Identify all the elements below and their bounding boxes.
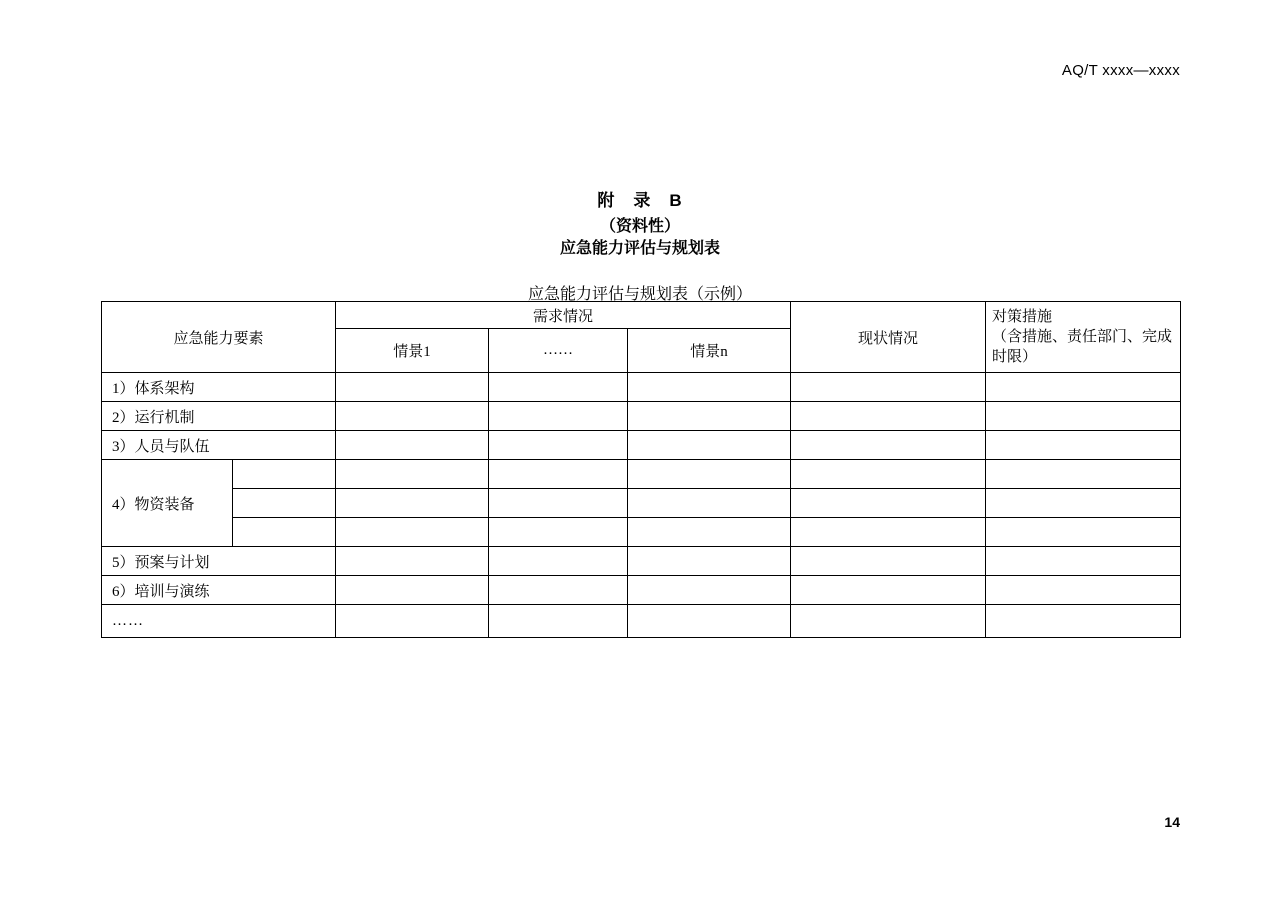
cell-countermeasures[interactable] xyxy=(986,547,1181,576)
cell-countermeasures[interactable] xyxy=(986,576,1181,605)
page-number: 14 xyxy=(1164,814,1180,830)
cell-scenario-mid[interactable] xyxy=(489,431,628,460)
table-row xyxy=(102,402,1181,431)
cell-scenario-n[interactable] xyxy=(628,518,791,547)
cell-countermeasures[interactable] xyxy=(986,402,1181,431)
cell-scenario-n[interactable] xyxy=(628,431,791,460)
cell-subitem[interactable] xyxy=(233,489,336,518)
cell-countermeasures[interactable] xyxy=(986,431,1181,460)
row-label-ellipsis: …… xyxy=(102,605,336,638)
header-countermeasures-line1: 对策措施 xyxy=(992,308,1053,325)
row-label-materials-equipment: 4）物资装备 xyxy=(102,460,233,547)
cell-scenario1[interactable] xyxy=(336,518,489,547)
cell-countermeasures[interactable] xyxy=(986,373,1181,402)
row-label-personnel-teams: 3）人员与队伍 xyxy=(102,431,336,460)
cell-current-status[interactable] xyxy=(791,576,986,605)
cell-scenario1[interactable] xyxy=(336,402,489,431)
header-scenario-ellipsis: …… xyxy=(489,329,628,373)
cell-scenario-n[interactable] xyxy=(628,373,791,402)
cell-countermeasures[interactable] xyxy=(986,518,1181,547)
cell-scenario1[interactable] xyxy=(336,460,489,489)
cell-scenario-mid[interactable] xyxy=(489,402,628,431)
annex-subtitle-informative: （资料性） xyxy=(599,218,680,235)
header-scenario-1: 情景1 xyxy=(336,329,489,373)
annex-title: 附 录 B xyxy=(597,191,683,210)
cell-scenario-n[interactable] xyxy=(628,489,791,518)
table-row xyxy=(102,605,1181,638)
cell-current-status[interactable] xyxy=(791,489,986,518)
header-countermeasures xyxy=(986,302,1181,373)
cell-scenario-mid[interactable] xyxy=(489,576,628,605)
header-countermeasures-line2: （含措施、责任部门、完成时限） xyxy=(992,328,1173,366)
cell-countermeasures[interactable] xyxy=(986,460,1181,489)
header-demand: 需求情况 xyxy=(336,302,791,329)
cell-scenario-n[interactable] xyxy=(628,402,791,431)
cell-scenario1[interactable] xyxy=(336,576,489,605)
cell-scenario-mid[interactable] xyxy=(489,460,628,489)
table-row xyxy=(102,373,1181,402)
cell-scenario1[interactable] xyxy=(336,373,489,402)
cell-scenario1[interactable] xyxy=(336,489,489,518)
cell-scenario-mid[interactable] xyxy=(489,373,628,402)
cell-current-status[interactable] xyxy=(791,605,986,638)
table-caption: 应急能力评估与规划表（示例） xyxy=(527,286,752,303)
capability-table-container xyxy=(101,301,1180,638)
cell-current-status[interactable] xyxy=(791,460,986,489)
cell-scenario-mid[interactable] xyxy=(489,518,628,547)
header-capability-element: 应急能力要素 xyxy=(102,302,336,373)
cell-current-status[interactable] xyxy=(791,373,986,402)
cell-scenario1[interactable] xyxy=(336,605,489,638)
cell-subitem[interactable] xyxy=(233,460,336,489)
annex-subtitle-name: 应急能力评估与规划表 xyxy=(559,240,720,257)
cell-scenario-n[interactable] xyxy=(628,576,791,605)
table-header-row-1 xyxy=(102,302,1181,329)
cell-subitem[interactable] xyxy=(233,518,336,547)
cell-scenario1[interactable] xyxy=(336,431,489,460)
cell-scenario-mid[interactable] xyxy=(489,547,628,576)
header-current-status: 现状情况 xyxy=(791,302,986,373)
cell-countermeasures[interactable] xyxy=(986,489,1181,518)
cell-scenario-n[interactable] xyxy=(628,460,791,489)
capability-assessment-table xyxy=(101,301,1181,638)
row-label-plans: 5）预案与计划 xyxy=(102,547,336,576)
cell-current-status[interactable] xyxy=(791,402,986,431)
cell-scenario1[interactable] xyxy=(336,547,489,576)
row-label-system-structure: 1）体系架构 xyxy=(102,373,336,402)
table-row xyxy=(102,576,1181,605)
row-label-operating-mechanism: 2）运行机制 xyxy=(102,402,336,431)
table-row xyxy=(102,460,1181,489)
cell-current-status[interactable] xyxy=(791,431,986,460)
cell-current-status[interactable] xyxy=(791,518,986,547)
cell-scenario-n[interactable] xyxy=(628,547,791,576)
standard-code-header: AQ/T xxxx—xxxx xyxy=(1061,62,1180,79)
cell-countermeasures[interactable] xyxy=(986,605,1181,638)
cell-scenario-mid[interactable] xyxy=(489,605,628,638)
table-row xyxy=(102,547,1181,576)
table-row xyxy=(102,431,1181,460)
table-row xyxy=(102,489,1181,518)
header-scenario-n: 情景n xyxy=(628,329,791,373)
cell-current-status[interactable] xyxy=(791,547,986,576)
table-row xyxy=(102,518,1181,547)
row-label-training-drills: 6）培训与演练 xyxy=(102,576,336,605)
cell-scenario-n[interactable] xyxy=(628,605,791,638)
cell-scenario-mid[interactable] xyxy=(489,489,628,518)
